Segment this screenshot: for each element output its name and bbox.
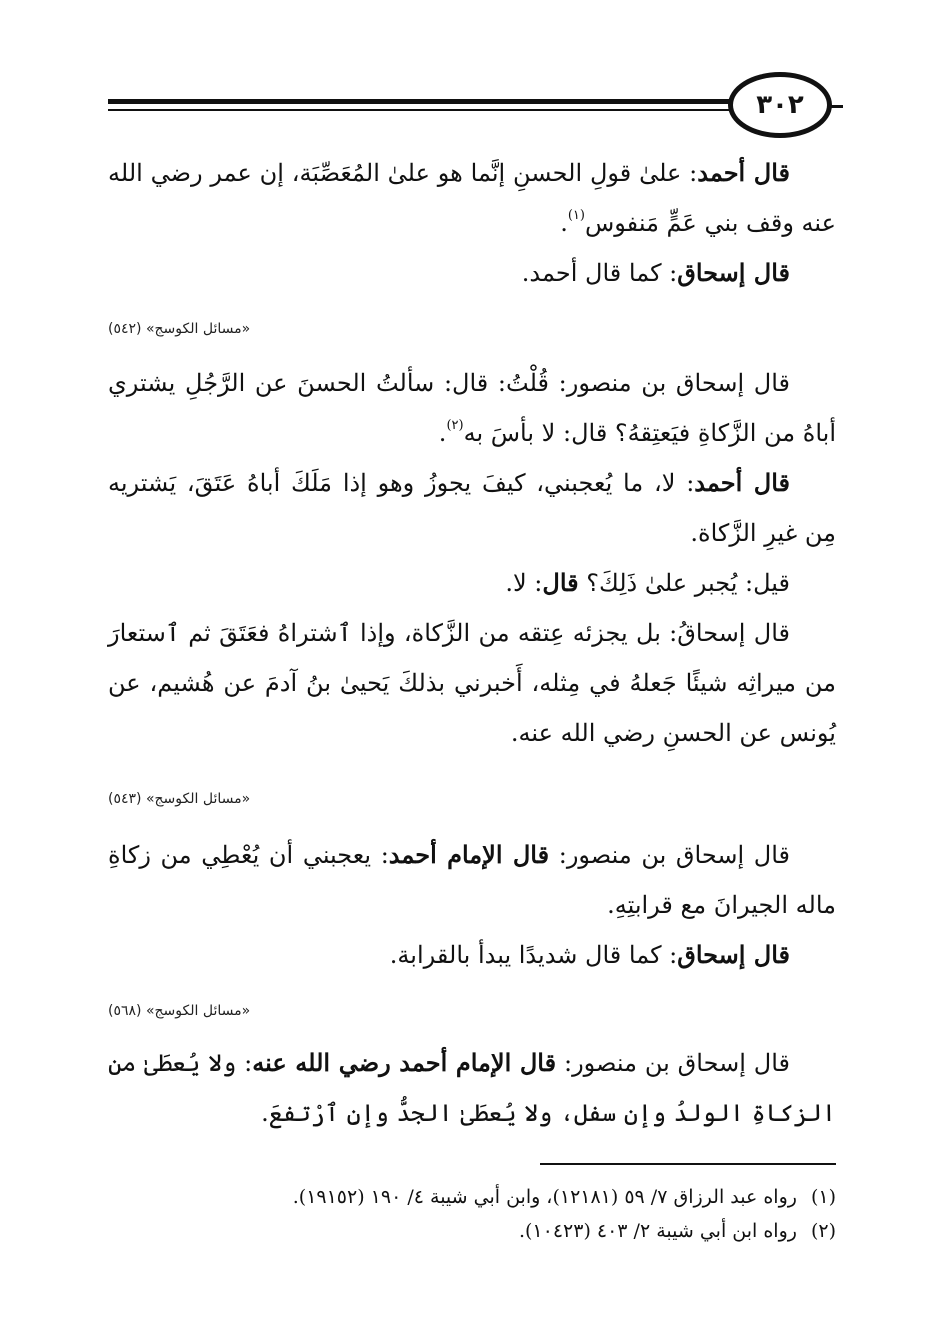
footnote-number: (١)	[810, 1186, 836, 1208]
speaker-label: قال إسحاق	[677, 940, 790, 969]
paragraph	[108, 608, 836, 758]
paragraph	[108, 930, 836, 980]
paragraph: قيل: يُجبر علىٰ ذَلِكَ؟ قال: لا.	[505, 568, 790, 597]
footnote-text: رواه عبد الرزاق ٧/ ٥٩ (١٢١٨١)، وابن أبي شيبة ٤/ ١٩٠ (١٩١٥٢).	[292, 1186, 797, 1208]
source-reference: «مسائل الكوسج» (٥٤٢)	[108, 321, 251, 337]
speaker-label: قال الإمام أحمد	[388, 840, 550, 869]
paragraph-text: : كما قال شديدًا يبدأ بالقرابة.	[389, 941, 678, 969]
speaker-label: قال أحمد	[697, 158, 790, 187]
text-block-3	[108, 830, 836, 980]
speaker-label: قال إسحاق	[677, 258, 790, 287]
paragraph: قال إسحاق بن منصور: قال الإمام أحمد رضي الله عنه: ولا يُعطَىٰ من الزكاةِ الولدُ وإن سفل، ولا يُعطَىٰ الجدُّ وإنِ ٱرْتفعَ.	[108, 1048, 836, 1127]
footnote-marker[interactable]: (١)	[567, 208, 585, 223]
paragraph: قال إسحاق بن منصور: قال الإمام أحمد: يعجبني أن يُعْطِي من زكاةِ ماله الجيرانَ مع قرابتِهِ.	[108, 840, 836, 919]
speaker-label: قال الإمام أحمد رضي الله عنه	[252, 1048, 557, 1077]
paragraph-text: قال إسحاقُ: بل يجزئه عِتقه من الزَّكاة، وإذا ٱشتراهُ فعَتَقَ ثم ٱستعارَ من ميراثِه شيئًا جَعلهُ في مِثله، أَخبرني بذلكَ يَحيىٰ بنُ آدمَ عن هُشيم، عن يُونس عن الحسنِ رضي الله عنه.	[108, 619, 836, 747]
source-reference: «مسائل الكوسج» (٥٦٨)	[108, 1003, 251, 1019]
speaker-label: قال	[542, 568, 579, 597]
text-block-1	[108, 148, 836, 298]
paragraph-text: قال إسحاق بن منصور: قُلْتُ: قال: سألتُ الحسنَ عن الرَّجُلِ يشتري أباهُ من الزَّكاةِ فيَعتِقهُ؟ قال: لا بأسَ به	[108, 369, 836, 447]
text-block-2	[108, 358, 836, 758]
paragraph-text: : لا، ما يُعجبني، كيفَ يجوزُ وهو إذا مَلَكَ أباهُ عَتَقَ، يَشتريه مِن غيرِ الزَّكاة.	[108, 469, 836, 547]
footnote-marker[interactable]: (٢)	[446, 418, 464, 433]
header-rule	[108, 99, 734, 104]
paragraph: قال أحمد: علىٰ قولِ الحسنِ إنَّما هو علىٰ المُعَصِّبَة، إن عمر رضي الله عنه وقف بني عَمٍّ مَنفوس$^{(١)}$.	[108, 158, 836, 237]
paragraph-text: : علىٰ قولِ الحسنِ إنَّما هو علىٰ المُعَصِّبَة، إن عمر رضي الله عنه وقف بني عَمٍّ مَنفوس	[108, 159, 836, 237]
footnote	[108, 1180, 836, 1214]
source-reference: «مسائل الكوسج» (٥٤٣)	[108, 791, 251, 807]
page-number-frame	[728, 72, 832, 138]
page-number: ٣٠٢	[756, 90, 804, 120]
footnotes	[108, 1180, 836, 1248]
paragraph-text: قال إسحاق بن منصور:	[549, 841, 790, 869]
speaker-label: قال أحمد	[694, 468, 791, 497]
paragraph	[108, 458, 836, 558]
footnote-text: رواه ابن أبي شيبة ٢/ ٤٠٣ (١٠٤٢٣).	[518, 1220, 797, 1242]
footnote-separator	[540, 1163, 836, 1165]
text-block-4	[108, 1038, 836, 1138]
paragraph-text: قال إسحاق بن منصور:	[556, 1049, 790, 1077]
paragraph-text: : كما قال أحمد.	[521, 259, 678, 287]
paragraph	[108, 248, 836, 298]
header-rule-thin	[108, 109, 734, 111]
footnote-number: (٢)	[810, 1220, 836, 1242]
paragraph: قال إسحاق بن منصور: قُلْتُ: قال: سألتُ الحسنَ عن الرَّجُلِ يشتري أباهُ من الزَّكاةِ فيَعتِقهُ؟ قال: لا بأسَ به$^{(٢)}$.	[108, 369, 836, 447]
footnote	[108, 1214, 836, 1248]
paragraph-text: قيل: يُجبر علىٰ ذَلِكَ؟	[578, 569, 790, 597]
frame-ornament	[831, 105, 843, 108]
